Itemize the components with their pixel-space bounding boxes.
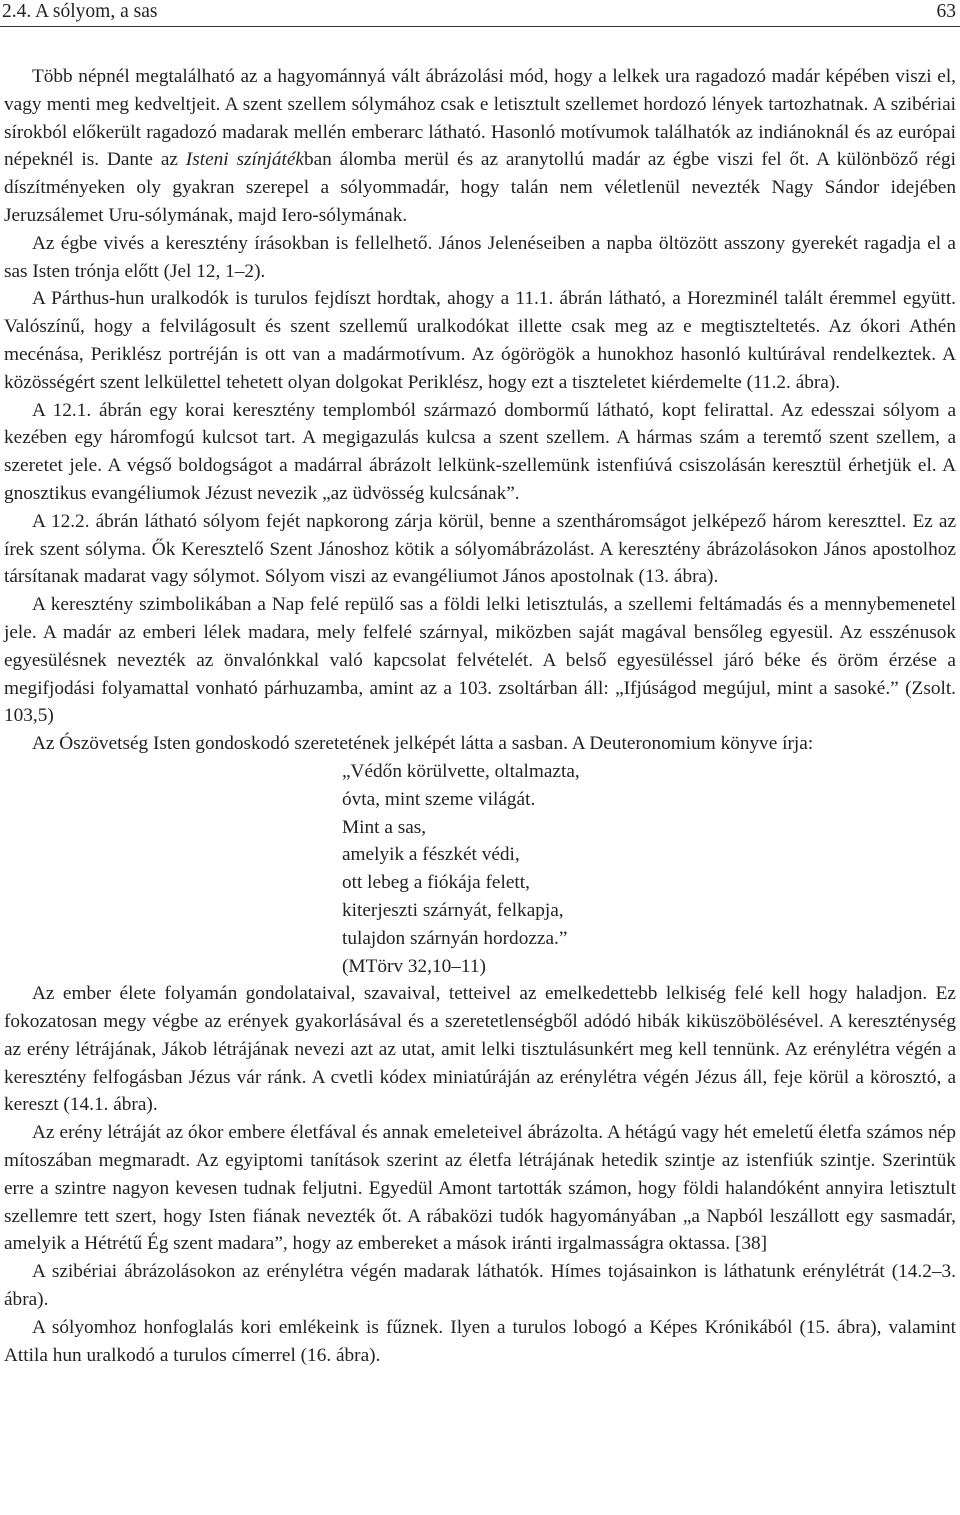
poem-line: „Védőn körülvette, oltalmazta,	[342, 760, 580, 782]
paragraph-10: A szibériai ábrázolásokon az erénylétra végén madarak láthatók. Hímes tojásainkon is láthatunk erénylétrát (14.2–3. ábra).	[4, 1261, 956, 1311]
poem-line: ott lebeg a fiókája felett,	[342, 872, 530, 894]
poem-line: Mint a sas,	[342, 816, 427, 838]
poem-line: amelyik a fészkét védi,	[342, 844, 520, 866]
poem-citation: (MTörv 32,10–11)	[342, 955, 486, 977]
paragraph-1-text-b: ban álomba merül és az aranytollú madár az égbe viszi fel őt. A különböző régi díszítményeken oly gyakran szerepel a sólyommadár, hogy talán nem véletlenül nevezték Nagy Sándor idejében Jeruzsálemet Uru-sólymának, majd Iero-sólymának.	[4, 149, 956, 226]
page-number: 63	[936, 1, 956, 22]
paragraph-2: Az égbe vivés a keresztény írásokban is fellelhető. János Jelenéseiben a napba öltözött asszony gyerekét ragadja el a sas Isten trónja előtt (Jel 12, 1–2).	[4, 232, 956, 282]
poem-line: kiterjeszti szárnyát, felkapja,	[342, 899, 564, 921]
paragraph-3: A Párthus-hun uralkodók is turulos fejdíszt hordtak, ahogy a 11.1. ábrán látható, a Horezminél talált éremmel együtt. Valószínű, hogy a felvilágosult és szent szellemű uralkodókat illette csak meg az e megtiszteltetés. Az ókori Athén mecénása, Periklész portréján is ott van a madármotívum. Az ógörögök a hunokhoz hasonló kultúrával rendelkeztek. A közösségért szent lelkülettel tehetett olyan dolgokat Periklész, hogy ezt a tiszteletet kiérdemelte (11.2. ábra).	[4, 288, 956, 393]
poem-line: óvta, mint szeme világát.	[342, 788, 536, 810]
paragraph-1	[4, 63, 956, 230]
paragraph-7: Az Ószövetség Isten gondoskodó szeretetének jelképét látta a sasban. A Deuteronomium könyve írja:	[32, 733, 814, 755]
poem-line: tulajdon szárnyán hordozza.”	[342, 927, 568, 949]
paragraph-6: A keresztény szimbolikában a Nap felé repülő sas a földi lelki letisztulás, a szellemi feltámadás és a mennybemenetel jele. A madár az emberi lélek madara, mely felfelé szárnyal, miközben saját magával bensőleg egyesül. Az esszénusok egyesülésnek nevezték az önvalónkkal való kapcsolat felvételét. A belső egyesüléssel járó béke és öröm érzése a megifjodási folyamattal vonható párhuzamba, amint az a 103. zsoltárban áll: „Ifjúságod megújul, mint a sasoké.” (Zsolt. 103,5)	[4, 594, 956, 727]
running-header	[0, 0, 960, 27]
paragraph-4: A 12.1. ábrán egy korai keresztény templomból származó dombormű látható, kopt felirattal. Az edesszai sólyom a kezében egy háromfogú kulcsot tart. A megigazulás kulcsa a szent szellem. A hármas szám a teremtő szent szellem, a szeretet jele. A végső boldogságot a madárral ábrázolt lelkünk-szellemünk istenfiúvá csiszolásán keresztül érhetjük el. A gnosztikus evangéliumok Jézust nevezik „az üdvösség kulcsának”.	[4, 399, 956, 504]
paragraph-1-text-a: Több népnél megtalálható az a hagyománnyá vált ábrázolási mód, hogy a lelkek ura ragadozó madár képében viszi el, vagy menti meg kedveltjeit. A szent szellem sólymához csak e letisztult szellemet hordozó lények tartozhatnak. A szibériai sírokból előkerült ragadozó madarak mellén emberarc látható. Hasonló motívumok találhatók az indiánoknál és az európai népeknél is. Dante az	[4, 66, 956, 171]
page-body	[4, 63, 956, 1369]
paragraph-9: Az erény létráját az ókor embere életfával és annak emeleteivel ábrázolta. A hétágú vagy hét emeletű életfa számos nép mítoszában megmaradt. Az egyiptomi tanítások szerint az életfa létrájának hetedik szintje az istenfiúk szintje. Szerintük erre a szintre nagyon kevesen tudnak feljutni. Egyedül Amont tartották számon, hogy földi halandóként annyira letisztult szellemre tett szert, hogy Isten fiának nevezték őt. A rábaközi tudók hagyományában „a Napból leszállott egy sasmadár, amelyik a Hétrétű Ég szent madara”, hogy az embereket a mások iránti irgalmasságra oktassa. [38]	[4, 1122, 956, 1255]
paragraph-1-italic-title: Isteni színjáték	[185, 149, 304, 171]
paragraph-8: Az ember élete folyamán gondolataival, szavaival, tetteivel az emelkedettebb lelkiség felé kell hogy haladjon. Ez fokozatosan megy végbe az erények gyakorlásával és a szeretetlenségből adódó hibák kiküszöbölésével. A kereszténység az erény létrájának, Jákob létrájának nevezi azt az utat, amit lelki tisztulásunkért meg kell tennünk. Az erénylétra végén a keresztény felfogásban Jézus vár ránk. A cvetli kódex miniatúráján az erénylétra végén Jézus áll, feje körül a körosztó, a kereszt (14.1. ábra).	[4, 983, 956, 1116]
paragraph-5: A 12.2. ábrán látható sólyom fejét napkorong zárja körül, benne a szentháromságot jelképező három kereszttel. Ez az írek szent sólyma. Ők Keresztelő Szent Jánoshoz kötik a sólyomábrázolást. A keresztény ábrázolásokon János apostolhoz társítanak madarat vagy sólymot. Sólyom viszi az evangéliumot János apostolnak (13. ábra).	[4, 510, 956, 588]
paragraph-11: A sólyomhoz honfoglalás kori emlékeink is fűznek. Ilyen a turulos lobogó a Képes Krónikából (15. ábra), valamint Attila hun uralkodó a turulos címerrel (16. ábra).	[4, 1316, 956, 1366]
section-title: 2.4. A sólyom, a sas	[2, 1, 158, 22]
